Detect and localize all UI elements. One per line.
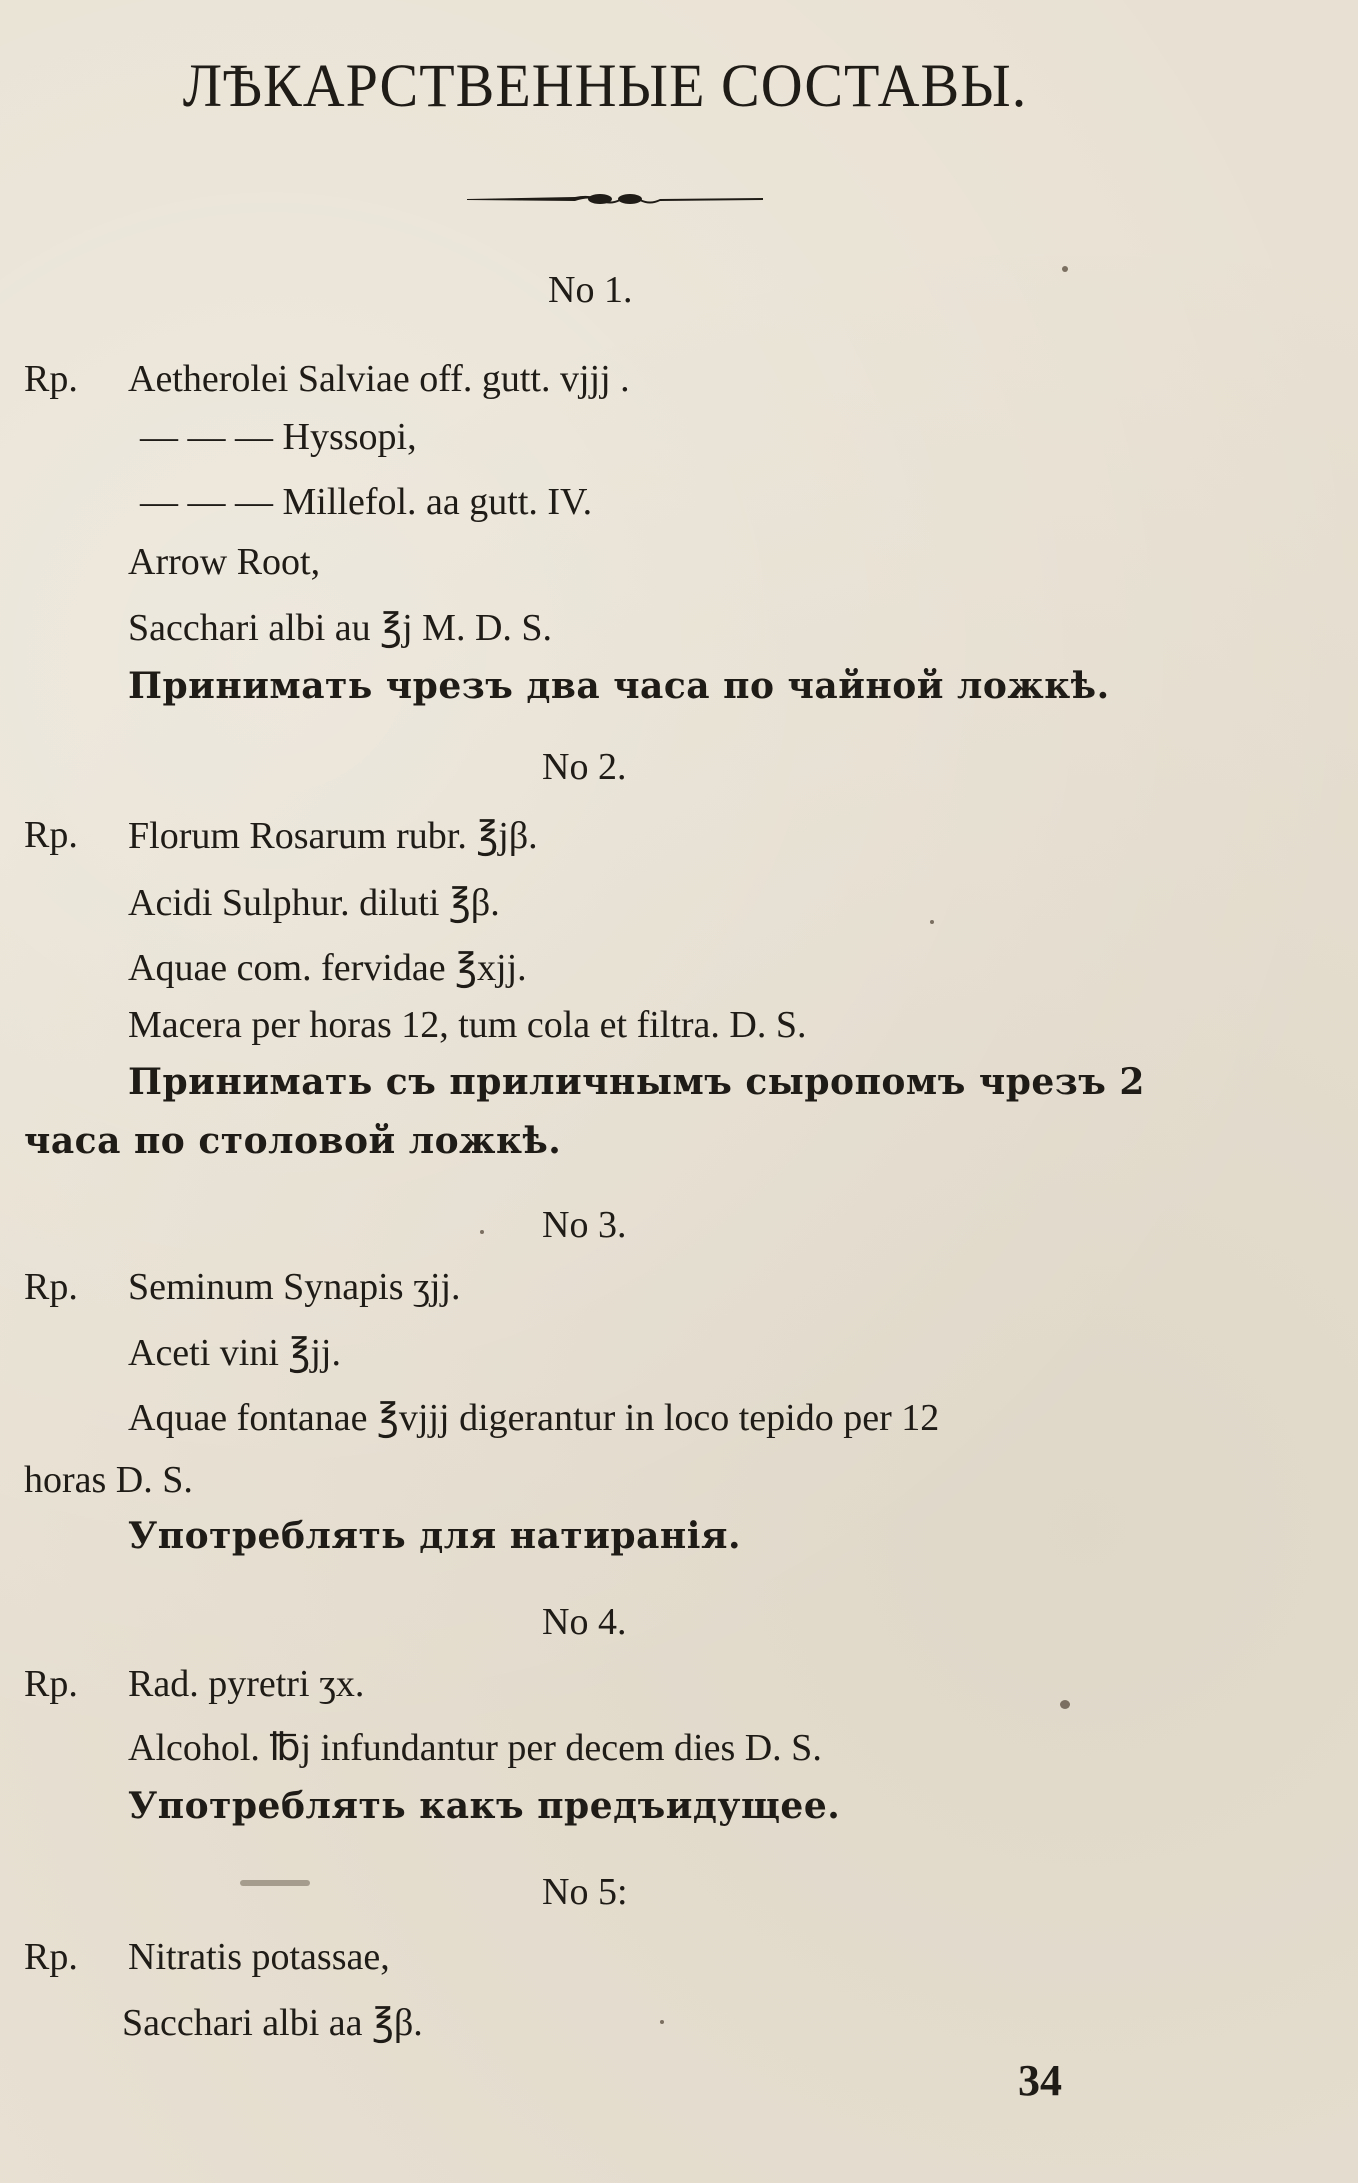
recipe-line: Florum Rosarum rubr. ℥jβ. [128,815,538,857]
paper-speck [660,2020,664,2024]
recipe-line: Aetherolei Salviae off. gutt. vjjj . [128,358,630,400]
paper-speck [930,920,934,924]
russian-instruction: Принимать чрезъ два часа по чайной ложкѣ. [128,665,1110,707]
recipe-number: No 5: [542,1871,628,1913]
recipe-line: Aceti vini ℥jj. [128,1332,341,1374]
page-title: ЛѢКАРСТВЕННЫЕ СОСТАВЫ. [182,51,1028,120]
rp-label: Rp. [24,358,78,400]
recipe-line: — — — Hyssopi, [140,416,417,458]
recipe-number: No 2. [542,746,627,788]
recipe-line: Nitratis potassae, [128,1936,390,1978]
page-number: 34 [1018,2056,1062,2105]
recipe-line: Sacchari albi aa ℥β. [122,2002,423,2044]
rp-label: Rp. [24,814,78,856]
russian-instruction: Принимать съ приличнымъ сыропомъ чрезъ 2 [128,1061,1145,1103]
recipe-number: No 1. [548,269,633,311]
paper-speck [480,1230,484,1234]
ornament-divider-icon [465,188,765,210]
recipe-line: Arrow Root, [128,541,321,583]
rp-label: Rp. [24,1266,78,1308]
rp-label: Rp. [24,1663,78,1705]
recipe-line: Aquae fontanae ℥vjjj digerantur in loco tepido per 12 [128,1397,940,1439]
recipe-number: No 4. [542,1601,627,1643]
recipe-line: Sacchari albi au ℥j M. D. S. [128,607,553,649]
recipe-line: Macera per horas 12, tum cola et filtra. D. S. [128,1004,807,1046]
paper-speck [240,1880,310,1886]
recipe-line: Seminum Synapis ʒjj. [128,1266,461,1308]
recipe-line: Acidi Sulphur. diluti ℥β. [128,882,500,924]
russian-instruction: часа по столовой ложкѣ. [24,1120,562,1162]
recipe-line: Alcohol. ℔j infundantur per decem dies D. S. [128,1727,822,1769]
recipe-line: — — — Millefol. aa gutt. IV. [140,481,593,523]
recipe-number: No 3. [542,1204,627,1246]
russian-instruction: Употреблять для натиранія. [128,1515,742,1557]
recipe-line: Rad. pyretri ʒx. [128,1663,365,1705]
paper-speck [1060,1700,1070,1709]
recipe-line: horas D. S. [24,1459,193,1501]
russian-instruction: Употреблять какъ предъидущее. [128,1785,841,1827]
paper-speck [1062,266,1068,272]
rp-label: Rp. [24,1936,78,1978]
recipe-line: Aquae com. fervidae ℥xjj. [128,947,527,989]
